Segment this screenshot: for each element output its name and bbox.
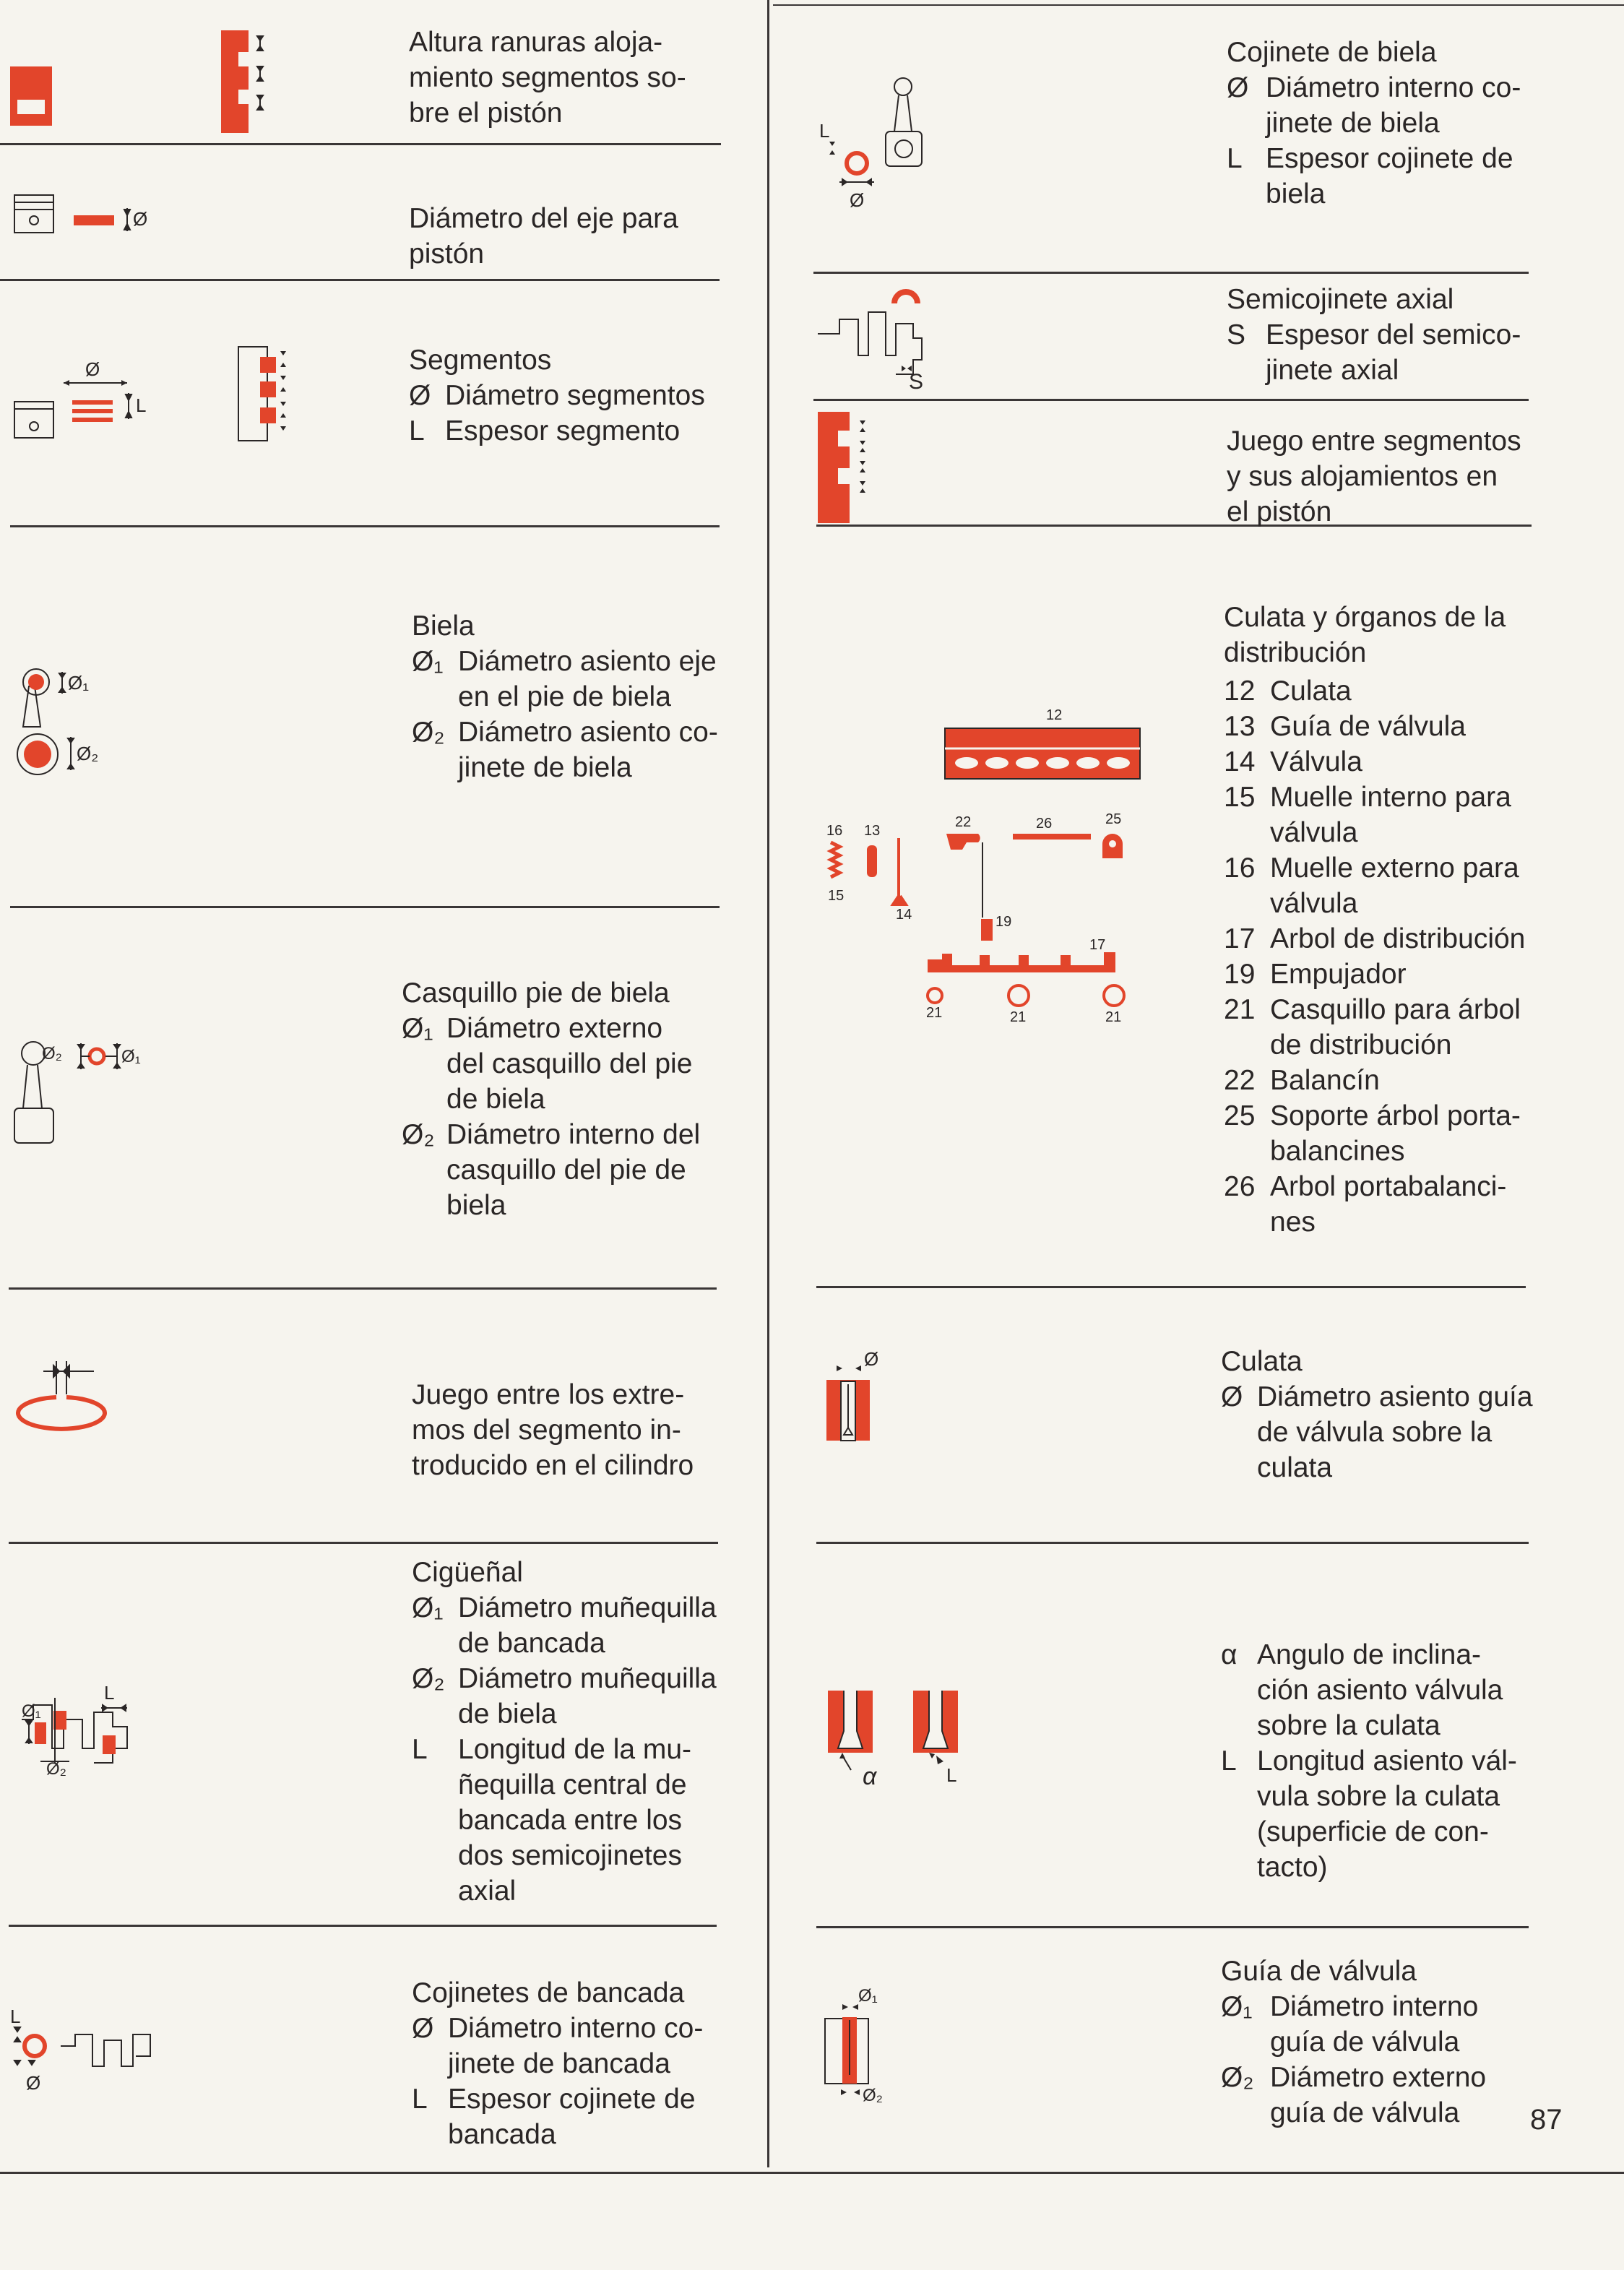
- separator: [816, 1542, 1529, 1544]
- symbol: L: [412, 2084, 428, 2115]
- L-label: L: [819, 120, 830, 142]
- ring-icon: [18, 1397, 105, 1429]
- text-line: Diámetro muñequilla: [458, 1663, 717, 1694]
- separator: [813, 399, 1529, 401]
- item-text: [1270, 992, 1537, 1063]
- part-number: 26: [1036, 816, 1053, 832]
- symbol: Ø: [1227, 72, 1249, 103]
- small-end-bush-text: [402, 975, 718, 1223]
- L-label: L: [136, 394, 147, 416]
- item-text: [1257, 1637, 1537, 1743]
- bearing-icon: [25, 2036, 45, 2056]
- tappet-icon: [981, 919, 993, 941]
- part-number: 22: [955, 814, 972, 830]
- text-line: sobre la culata: [1257, 1710, 1441, 1741]
- conrod-bearing-text: [1227, 35, 1537, 212]
- valve-icon: [893, 838, 906, 905]
- head-guide-seat-text: [1221, 1344, 1537, 1485]
- crankshaft-diagram: [0, 1669, 159, 1777]
- separator: [816, 1286, 1526, 1288]
- rings-text: [409, 342, 727, 449]
- section-title: Semicojinete axial: [1227, 284, 1454, 315]
- text-line: jinete de bancada: [448, 2048, 670, 2079]
- separator: [816, 1926, 1529, 1928]
- text-line: Longitud de la mu-: [458, 1734, 692, 1765]
- item-text: [446, 1117, 718, 1223]
- symbol: S: [1227, 319, 1246, 350]
- item-text: [1266, 70, 1537, 141]
- text-line: de válvula sobre la: [1257, 1417, 1493, 1448]
- conrod-outline-icon: [886, 78, 922, 166]
- symbol: Ø₂: [412, 717, 445, 748]
- text-line: Juego entre los extre-: [412, 1379, 685, 1410]
- section-title: Biela: [412, 610, 475, 642]
- valve-guide-diagram: [813, 1980, 929, 2110]
- pin-icon: [74, 215, 114, 225]
- separator: [813, 272, 1529, 274]
- text-line: Balancín: [1270, 1065, 1380, 1096]
- text-line: Arbol portabalanci-: [1270, 1171, 1507, 1202]
- thrust-bearing-diagram: [813, 283, 958, 399]
- ring-gap-diagram: [0, 1351, 144, 1445]
- item-number: 15: [1224, 782, 1256, 813]
- item-text: [458, 1661, 721, 1732]
- text-line: Longitud asiento vál-: [1257, 1745, 1517, 1777]
- piston-icon: [10, 66, 52, 126]
- text-line: miento segmentos so-: [409, 62, 686, 93]
- section-title: Culata: [1221, 1346, 1303, 1377]
- text-line: Angulo de inclina-: [1257, 1639, 1482, 1670]
- separator: [9, 1287, 717, 1290]
- section-title: Culata y órganos de la: [1224, 602, 1506, 633]
- text-line: Guía de válvula: [1270, 711, 1467, 742]
- part-number: 25: [1105, 811, 1122, 827]
- symbol: Ø₂: [412, 1663, 445, 1694]
- part-number: 13: [864, 823, 881, 839]
- spring-icon: [831, 842, 839, 877]
- symbol: α: [1221, 1639, 1238, 1670]
- separator: [9, 1542, 718, 1544]
- text-line: (superficie de con-: [1257, 1816, 1489, 1847]
- section-title: Guía de válvula: [1221, 1956, 1417, 1987]
- part-number: 14: [896, 907, 912, 923]
- camshaft-icon: [928, 952, 1115, 972]
- text-line: Diámetro externo: [446, 1013, 663, 1044]
- piston-outline-icon: [14, 402, 53, 438]
- text-line: Muelle externo para: [1270, 853, 1519, 884]
- valve-guide-text: [1221, 1954, 1537, 2131]
- text-line: de bancada: [458, 1628, 605, 1659]
- item-number: 22: [1224, 1065, 1256, 1096]
- cylinder-head-text: [1224, 600, 1537, 1240]
- dia1-label: Ø₁: [22, 1701, 41, 1721]
- text-line: bre el pistón: [409, 98, 563, 129]
- section-title: Segmentos: [409, 345, 552, 376]
- item-text: [1266, 141, 1537, 212]
- item-text: [1270, 780, 1537, 850]
- item-text: [1270, 2060, 1537, 2131]
- part-number: 21: [1010, 1009, 1027, 1025]
- part-number: 21: [926, 1005, 943, 1021]
- cylinder-head-icon: [945, 728, 1140, 779]
- symbol: Ø₁: [402, 1013, 433, 1044]
- valve-guide-icon: [867, 845, 877, 877]
- bottom-rule: [0, 2172, 1624, 2174]
- text-line: jinete de biela: [1266, 108, 1440, 139]
- part-number: 17: [1089, 937, 1106, 953]
- valve-seat-diagram: [813, 1683, 1001, 1799]
- main-bearings-diagram: [0, 2001, 173, 2102]
- dia1-label: Ø₁: [858, 1986, 878, 2006]
- bearing-icon: [847, 153, 867, 173]
- head-guide-seat-diagram: [813, 1344, 915, 1452]
- text-line: Culata: [1270, 676, 1352, 707]
- separator: [10, 906, 720, 908]
- text-line: válvula: [1270, 817, 1358, 848]
- symbol: Ø: [412, 2013, 434, 2044]
- text-line: ñequilla central de: [458, 1769, 687, 1800]
- piston-ring-grooves-diagram: [0, 22, 289, 144]
- item-text: [446, 1011, 718, 1117]
- dia-label: Ø: [864, 1348, 879, 1370]
- ring-gap-text: [412, 1377, 720, 1483]
- item-text: [1257, 1743, 1537, 1885]
- text-line: Diámetro asiento eje: [458, 646, 717, 677]
- text-line: en el pie de biela: [458, 681, 671, 712]
- symbol: L: [409, 415, 425, 446]
- groove-profile: [221, 30, 249, 133]
- L-label: L: [10, 2006, 21, 2027]
- text-line: Diámetro asiento guía: [1257, 1381, 1533, 1412]
- symbol: Ø₁: [412, 646, 444, 677]
- valve-seat-text: [1221, 1637, 1537, 1885]
- item-text: [1270, 850, 1537, 921]
- part-number: 19: [995, 914, 1012, 930]
- alpha-label: α: [863, 1763, 877, 1790]
- text-line: casquillo del pie de: [446, 1155, 686, 1186]
- ring-clearance-text: [1227, 423, 1536, 530]
- item-number: 16: [1224, 853, 1256, 884]
- item-text: [458, 644, 721, 715]
- dia2-label: Ø₂: [42, 1044, 62, 1063]
- section-title: distribución: [1224, 637, 1367, 668]
- item-number: 13: [1224, 711, 1256, 742]
- text-line: Diámetro externo: [1270, 2062, 1487, 2093]
- L-label: L: [946, 1764, 957, 1786]
- text-line: biela: [1266, 178, 1326, 210]
- text-line: el pistón: [1227, 496, 1332, 527]
- page-number: 87: [1530, 2104, 1563, 2136]
- separator: [10, 525, 720, 527]
- symbol: L: [1221, 1745, 1237, 1777]
- item-number: 12: [1224, 676, 1256, 707]
- symbol: Ø₂: [1221, 2062, 1254, 2093]
- text-line: Muelle interno para: [1270, 782, 1511, 813]
- text-line: jinete de biela: [458, 752, 632, 783]
- text-line: vula sobre la culata: [1257, 1781, 1500, 1812]
- text-line: Juego entre segmentos: [1227, 426, 1521, 457]
- text-line: y sus alojamientos en: [1227, 461, 1498, 492]
- symbol: Ø₁: [1221, 1991, 1253, 2022]
- text-line: balancines: [1270, 1136, 1405, 1167]
- section-title: Cigüeñal: [412, 1557, 523, 1588]
- text-line: Altura ranuras aloja-: [409, 27, 663, 58]
- text-line: Diámetro interno co-: [448, 2013, 704, 2044]
- dia2-label: Ø₂: [863, 2086, 883, 2105]
- text-line: bancada entre los: [458, 1805, 683, 1836]
- separator: [9, 1925, 717, 1927]
- item-number: 25: [1224, 1100, 1256, 1131]
- text-line: Empujador: [1270, 959, 1407, 990]
- dia1-label: Ø₁: [121, 1047, 141, 1066]
- main-bearings-text: [412, 1975, 721, 2152]
- conrod-body-icon: [23, 686, 40, 727]
- item-text: [458, 715, 721, 785]
- section-title: Cojinetes de bancada: [412, 1977, 685, 2008]
- grooved-ring-profile: [238, 347, 286, 441]
- dia-label: Ø: [850, 189, 865, 211]
- dia-label: Ø: [85, 358, 100, 380]
- text-line: culata: [1257, 1452, 1333, 1483]
- text-line: Arbol de distribución: [1270, 923, 1526, 954]
- part-number: 12: [1046, 707, 1063, 723]
- part-number: 21: [1105, 1009, 1122, 1025]
- cam-bush-icon: [1008, 985, 1029, 1006]
- piston-pin-diagram: [0, 181, 188, 246]
- text-line: tacto): [1257, 1852, 1328, 1883]
- item-text: [1257, 1379, 1537, 1485]
- small-end-bush-diagram: [0, 1033, 188, 1149]
- rocker-icon: [946, 834, 980, 850]
- text-line: Diámetro del eje para: [409, 203, 678, 234]
- symbol: Ø₂: [402, 1119, 435, 1150]
- item-text: [1266, 317, 1537, 388]
- L-label: L: [104, 1682, 115, 1704]
- text-line: jinete axial: [1266, 355, 1399, 386]
- symbol: Ø: [1221, 1381, 1243, 1412]
- conrod-diagram: [0, 657, 144, 787]
- symbol: Ø: [409, 380, 431, 411]
- text-line: dos semicojinetes: [458, 1840, 682, 1871]
- item-number: 19: [1224, 959, 1256, 990]
- crankshaft-outline-icon: [818, 312, 922, 374]
- text-line: Espesor segmento: [445, 415, 681, 446]
- text-line: Válvula: [1270, 746, 1362, 777]
- text-line: Espesor del semico-: [1266, 319, 1521, 350]
- item-text: [1270, 1989, 1537, 2060]
- text-line: mos del segmento in-: [412, 1415, 681, 1446]
- text-line: bancada: [448, 2119, 556, 2150]
- ring-icon: [72, 418, 113, 422]
- ring-icon: [72, 400, 113, 405]
- text-line: válvula: [1270, 888, 1358, 919]
- ring-icon: [72, 409, 113, 413]
- part-number: 16: [826, 823, 843, 839]
- dia2-label: Ø₂: [77, 743, 99, 764]
- symbol: L: [1227, 143, 1243, 174]
- text-line: Diámetro interno co-: [1266, 72, 1521, 103]
- rings-diagram: [0, 332, 318, 462]
- item-text: [448, 2081, 721, 2152]
- text-line: Diámetro muñequilla: [458, 1592, 717, 1623]
- item-number: 21: [1224, 994, 1256, 1025]
- text-line: ción asiento válvula: [1257, 1675, 1503, 1706]
- item-text: [448, 2011, 721, 2081]
- item-text: [458, 1732, 721, 1909]
- pin-diameter-text: [409, 201, 715, 272]
- text-line: de biela: [458, 1699, 557, 1730]
- dia-label: Ø: [133, 208, 148, 230]
- S-label: S: [909, 370, 924, 394]
- conrod-bearing-diagram: [813, 72, 958, 217]
- groove-profile: [818, 412, 850, 523]
- item-number: 17: [1224, 923, 1256, 954]
- text-line: guía de válvula: [1270, 2027, 1460, 2058]
- text-line: nes: [1270, 1207, 1316, 1238]
- conrod-text: [412, 608, 721, 785]
- item-text: [1270, 1169, 1537, 1240]
- text-line: Diámetro interno: [1270, 1991, 1479, 2022]
- bush-icon: [90, 1049, 104, 1063]
- text-line: guía de válvula: [1270, 2097, 1460, 2128]
- half-bearing-icon: [894, 292, 917, 303]
- thrust-bearing-text: [1227, 282, 1537, 388]
- item-text: [1270, 1098, 1537, 1169]
- text-line: Espesor cojinete de: [448, 2084, 696, 2115]
- text-line: troducido en el cilindro: [412, 1450, 694, 1481]
- symbol: L: [412, 1734, 428, 1765]
- separator: [0, 279, 720, 281]
- item-number: 26: [1224, 1171, 1256, 1202]
- text-line: Diámetro interno del: [446, 1119, 701, 1150]
- part-number: 15: [828, 888, 845, 904]
- text-line: Diámetro segmentos: [445, 380, 705, 411]
- text-line: Diámetro asiento co-: [458, 717, 718, 748]
- text-line: del casquillo del pie: [446, 1048, 693, 1079]
- column-divider: [767, 0, 769, 2167]
- ring-clearance-diagram: [813, 410, 915, 526]
- top-rule: [773, 4, 1624, 6]
- dia1-label: Ø₁: [68, 672, 89, 694]
- text-line: pistón: [409, 238, 485, 269]
- cam-bush-icon: [928, 988, 942, 1003]
- text-line: axial: [458, 1876, 517, 1907]
- text-line: Casquillo para árbol: [1270, 994, 1521, 1025]
- cam-bush-icon: [1104, 985, 1124, 1006]
- item-number: 14: [1224, 746, 1256, 777]
- cylinder-head-diagram: [813, 701, 1218, 1033]
- section-title: Casquillo pie de biela: [402, 978, 670, 1009]
- ring-groove-height-text: [409, 25, 717, 131]
- text-line: biela: [446, 1190, 506, 1221]
- rocker-shaft-icon: [1013, 834, 1091, 840]
- item-text: [458, 1590, 721, 1661]
- text-line: Soporte árbol porta-: [1270, 1100, 1521, 1131]
- piston-outline-icon: [14, 195, 53, 233]
- text-line: de distribución: [1270, 1030, 1452, 1061]
- crankshaft-outline-icon: [61, 2034, 150, 2066]
- text-line: Espesor cojinete de: [1266, 143, 1513, 174]
- dia2-label: Ø₂: [46, 1759, 66, 1779]
- symbol: Ø₁: [412, 1592, 444, 1623]
- crankshaft-text: [412, 1555, 721, 1909]
- section-title: Cojinete de biela: [1227, 37, 1437, 68]
- text-line: de biela: [446, 1084, 545, 1115]
- dia-label: Ø: [26, 2072, 41, 2094]
